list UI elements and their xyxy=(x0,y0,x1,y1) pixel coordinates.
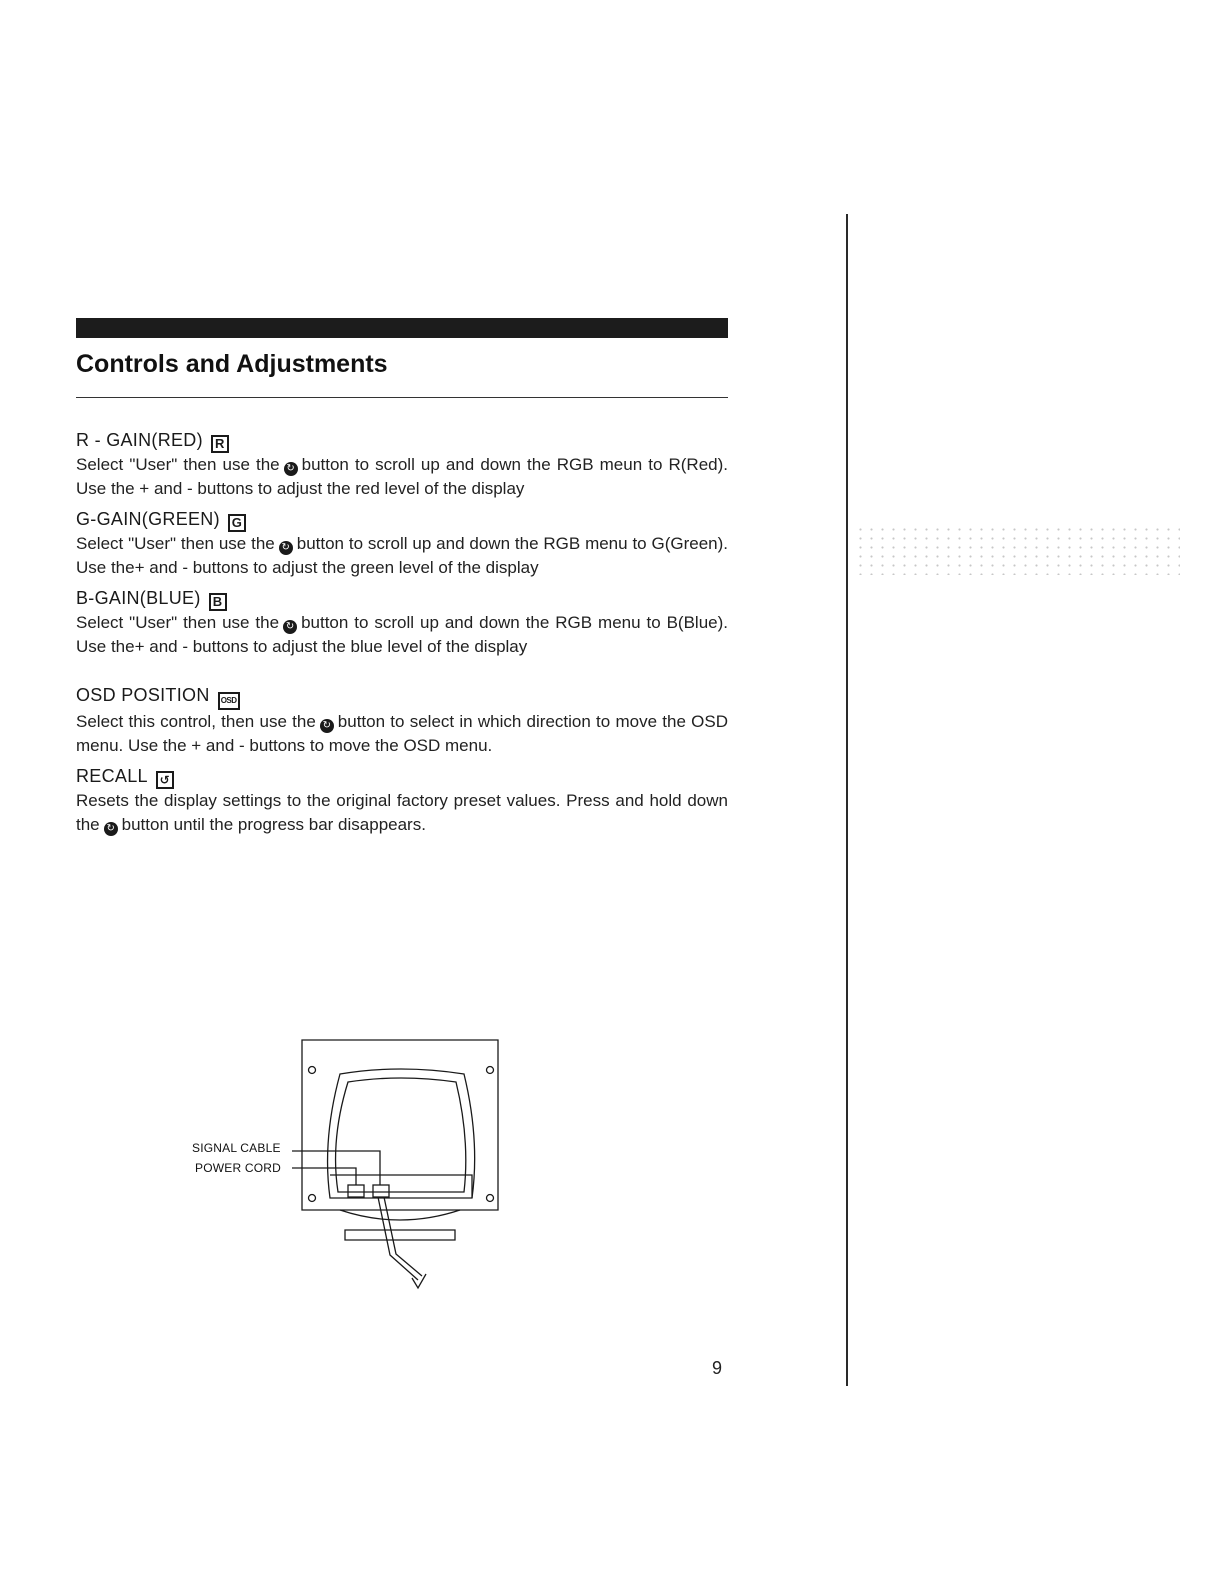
section-heading xyxy=(76,428,728,453)
controls-content xyxy=(76,428,728,837)
section-b-gain xyxy=(76,586,728,659)
heading-text: OSD POSITION xyxy=(76,685,210,705)
text-part-2: button to scroll up and down the RGB meun to R(Red). Use the + and - buttons to adjust the red level of the display xyxy=(76,455,728,498)
section-g-gain xyxy=(76,507,728,580)
r-key-icon: R xyxy=(211,435,229,453)
title-divider xyxy=(76,397,728,398)
text-part-2: button to select in which direction to move the OSD menu. Use the + and - buttons to move the OSD menu. xyxy=(76,712,728,755)
page-title: Controls and Adjustments xyxy=(76,350,388,378)
screw-bottom-right xyxy=(487,1195,494,1202)
section-r-gain xyxy=(76,428,728,501)
scroll-button-icon: ↻ xyxy=(320,719,334,733)
osd-key-icon: OSD xyxy=(218,692,240,710)
heading-text: RECALL xyxy=(76,766,148,786)
power-connector xyxy=(348,1185,364,1197)
text-part-1: Resets the display settings to the original factory preset values. Press and hold down the xyxy=(76,791,728,834)
b-key-icon: B xyxy=(209,593,227,611)
section-text xyxy=(76,710,728,758)
text-part-1: Select "User" then use the xyxy=(76,534,275,553)
section-text xyxy=(76,789,728,837)
signal-cable-label: SIGNAL CABLE xyxy=(192,1141,281,1155)
signal-connector xyxy=(373,1185,389,1197)
heading-text: G-GAIN(GREEN) xyxy=(76,509,220,529)
rear-shell xyxy=(328,1069,475,1198)
scroll-button-icon: ↻ xyxy=(284,462,298,476)
text-part-1: Select this control, then use the xyxy=(76,712,316,731)
screw-top-right xyxy=(487,1067,494,1074)
page-number: 9 xyxy=(712,1358,723,1378)
heading-text: B-GAIN(BLUE) xyxy=(76,588,201,608)
power-cord-label: POWER CORD xyxy=(195,1161,281,1175)
screw-top-left xyxy=(309,1067,316,1074)
scroll-button-icon: ↻ xyxy=(283,620,297,634)
monitor-rear-diagram xyxy=(180,1030,520,1300)
section-heading xyxy=(76,683,728,710)
stand-neck xyxy=(340,1210,460,1220)
section-heading xyxy=(76,507,728,532)
section-heading xyxy=(76,764,728,789)
section-text xyxy=(76,532,728,580)
section-recall xyxy=(76,764,728,837)
text-part-2: button to scroll up and down the RGB menu to G(Green). Use the+ and - buttons to adjust the green level of the display xyxy=(76,534,728,577)
scroll-button-icon: ↻ xyxy=(279,541,293,555)
monitor-cabinet xyxy=(302,1040,498,1210)
text-part-1: Select "User" then use the xyxy=(76,455,280,474)
scroll-button-icon: ↻ xyxy=(104,822,118,836)
section-text xyxy=(76,453,728,501)
signal-cable-edge xyxy=(384,1197,422,1276)
recall-key-icon: ↺ xyxy=(156,771,174,789)
connector-panel xyxy=(330,1175,472,1198)
scan-speckle xyxy=(855,525,1180,575)
stand-base xyxy=(345,1230,455,1240)
section-osd-position xyxy=(76,683,728,758)
binding-rule xyxy=(846,214,848,1386)
text-part-1: Select "User" then use the xyxy=(76,613,280,632)
section-heading xyxy=(76,586,728,611)
text-part-2: button to scroll up and down the RGB menu to B(Blue). Use the+ and - buttons to adjust the blue level of the display xyxy=(76,613,729,656)
section-text xyxy=(76,611,728,659)
text-part-2: button until the progress bar disappears. xyxy=(121,815,426,834)
section-header-bar xyxy=(76,318,728,338)
heading-text: R - GAIN(RED) xyxy=(76,430,203,450)
g-key-icon: G xyxy=(228,514,246,532)
screw-bottom-left xyxy=(309,1195,316,1202)
